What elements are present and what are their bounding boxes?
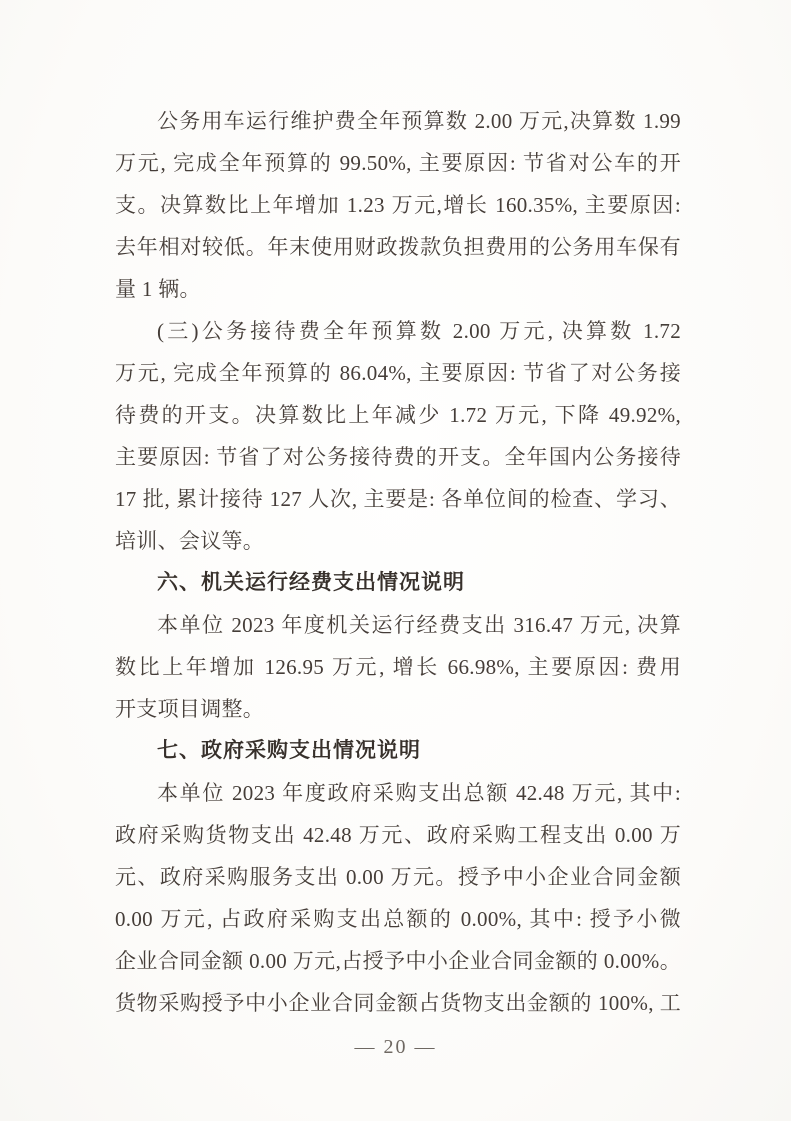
text-line: (三)公务接待费全年预算数 2.00 万元, 决算数 1.72 bbox=[157, 319, 681, 343]
text-line: 数比上年增加 126.95 万元, 增长 66.98%, 主要原因: 费用 bbox=[115, 655, 681, 679]
text-line: 万元, 完成全年预算的 99.50%, 主要原因: 节省对公车的开 bbox=[115, 151, 681, 175]
text-line: 支。决算数比上年增加 1.23 万元,增长 160.35%, 主要原因: bbox=[115, 193, 681, 217]
text-line: 货物采购授予中小企业合同金额占货物支出金额的 100%, 工 bbox=[115, 991, 681, 1015]
text-line: 量 1 辆。 bbox=[115, 277, 201, 301]
text-line: 培训、会议等。 bbox=[115, 529, 265, 553]
text-line: 待费的开支。决算数比上年减少 1.72 万元, 下降 49.92%, bbox=[115, 403, 681, 427]
official-vehicle-expense-paragraph bbox=[115, 100, 681, 310]
text-line: 公务用车运行维护费全年预算数 2.00 万元,决算数 1.99 bbox=[157, 109, 681, 133]
page-number: — 20 — bbox=[354, 1036, 437, 1058]
text-line: 元、政府采购服务支出 0.00 万元。授予中小企业合同金额 bbox=[115, 865, 681, 889]
text-line: 0.00 万元, 占政府采购支出总额的 0.00%, 其中: 授予小微 bbox=[115, 907, 681, 931]
text-line: 政府采购货物支出 42.48 万元、政府采购工程支出 0.00 万 bbox=[115, 823, 681, 847]
text-line: 主要原因: 节省了对公务接待费的开支。全年国内公务接待 bbox=[115, 445, 681, 469]
document-body bbox=[115, 100, 681, 1024]
section-seven-heading: 七、政府采购支出情况说明 bbox=[157, 739, 421, 762]
official-reception-expense-paragraph bbox=[115, 310, 681, 562]
text-line: 企业合同金额 0.00 万元,占授予中小企业合同金额的 0.00%。 bbox=[115, 949, 681, 973]
text-line: 开支项目调整。 bbox=[115, 697, 265, 721]
text-line: 17 批, 累计接待 127 人次, 主要是: 各单位间的检查、学习、 bbox=[115, 487, 681, 511]
page-footer bbox=[0, 1036, 791, 1059]
text-line: 去年相对较低。年末使用财政拨款负担费用的公务用车保有 bbox=[115, 235, 681, 259]
government-procurement-paragraph bbox=[115, 772, 681, 1024]
agency-operating-expense-paragraph bbox=[115, 604, 681, 730]
text-line: 本单位 2023 年度机关运行经费支出 316.47 万元, 决算 bbox=[157, 613, 681, 637]
text-line: 万元, 完成全年预算的 86.04%, 主要原因: 节省了对公务接 bbox=[115, 361, 681, 385]
text-line: 本单位 2023 年度政府采购支出总额 42.48 万元, 其中: bbox=[157, 781, 681, 805]
section-six-heading: 六、机关运行经费支出情况说明 bbox=[157, 571, 465, 594]
